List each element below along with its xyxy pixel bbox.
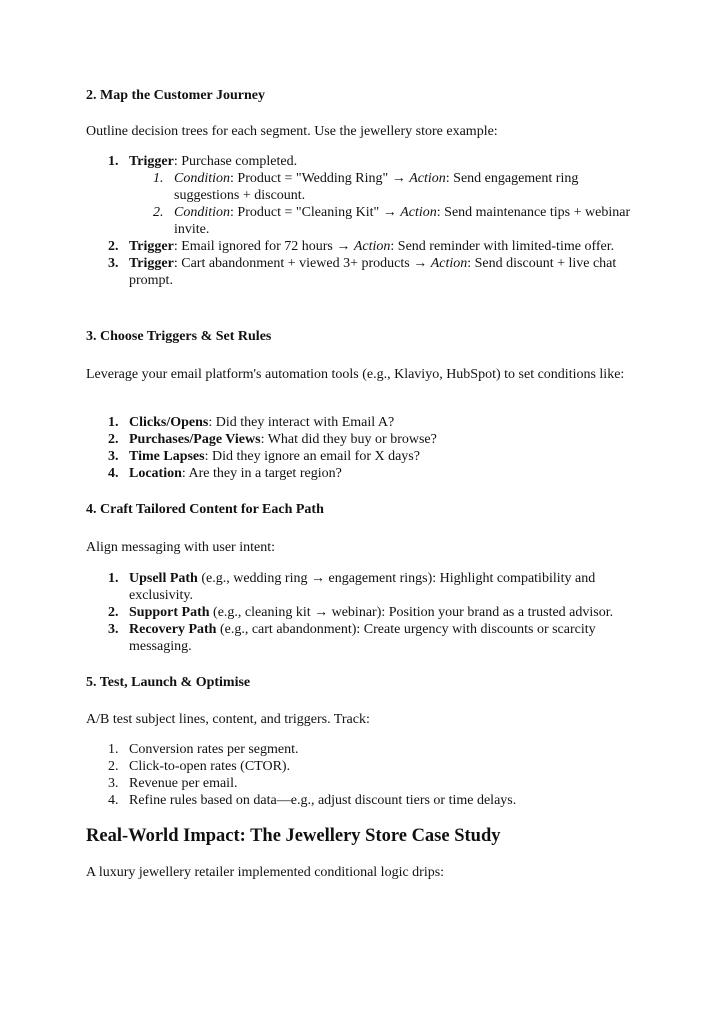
section-5-intro: A/B test subject lines, content, and triggers. Track: — [86, 712, 370, 727]
list-item: 1. Conversion rates per segment. — [108, 742, 299, 757]
list-item: 1. Clicks/Opens: Did they interact with Email A? — [108, 415, 395, 430]
list-item: 2. Trigger: Email ignored for 72 hours → Action: Send reminder with limited-time offer. — [108, 239, 615, 254]
case-study-heading: Real-World Impact: The Jewellery Store Case Study — [86, 826, 501, 846]
section-2-heading: 2. Map the Customer Journey — [86, 88, 266, 103]
section-4-intro: Align messaging with user intent: — [86, 540, 275, 555]
section-2-list — [86, 153, 644, 289]
list-item: 2. Purchases/Page Views: What did they buy or browse? — [108, 432, 437, 447]
list-item: 2. Click-to-open rates (CTOR). — [108, 759, 291, 774]
list-item: 4. Refine rules based on data—e.g., adjust discount tiers or time delays. — [108, 793, 517, 808]
list-item: 3. Time Lapses: Did they ignore an email for X days? — [108, 449, 420, 464]
section-5-list — [86, 741, 644, 809]
list-item: 1. Upsell Path (e.g., wedding ring → engagement rings): Highlight compatibility and exclusivity. — [108, 571, 596, 603]
section-4-list — [86, 570, 644, 655]
case-study-intro: A luxury jewellery retailer implemented conditional logic drips: — [86, 865, 445, 880]
list-item: 2. Support Path (e.g., cleaning kit → webinar): Position your brand as a trusted advisor. — [108, 605, 614, 620]
list-item: 3. Revenue per email. — [108, 776, 238, 791]
list-item: 3. Recovery Path (e.g., cart abandonment): Create urgency with discounts or scarcity messaging. — [108, 622, 596, 654]
section-5-heading: 5. Test, Launch & Optimise — [86, 675, 251, 690]
sub-list-item: 1. Condition: Product = "Wedding Ring" → Action: Send engagement ring suggestions + discount. — [153, 171, 579, 203]
section-2-intro: Outline decision trees for each segment. Use the jewellery store example: — [86, 124, 498, 139]
section-4-heading: 4. Craft Tailored Content for Each Path — [86, 502, 324, 517]
list-item: 4. Location: Are they in a target region? — [108, 466, 342, 481]
list-item: 1. Trigger: Purchase completed. — [108, 154, 298, 169]
list-item: 3. Trigger: Cart abandonment + viewed 3+ products → Action: Send discount + live chat prompt. — [108, 256, 617, 288]
section-3-heading: 3. Choose Triggers & Set Rules — [86, 329, 272, 344]
section-3-intro: Leverage your email platform's automation tools (e.g., Klaviyo, HubSpot) to set conditions like: — [86, 367, 625, 382]
sub-list-item: 2. Condition: Product = "Cleaning Kit" → Action: Send maintenance tips + webinar invite. — [153, 205, 631, 237]
section-3-list — [86, 414, 644, 482]
